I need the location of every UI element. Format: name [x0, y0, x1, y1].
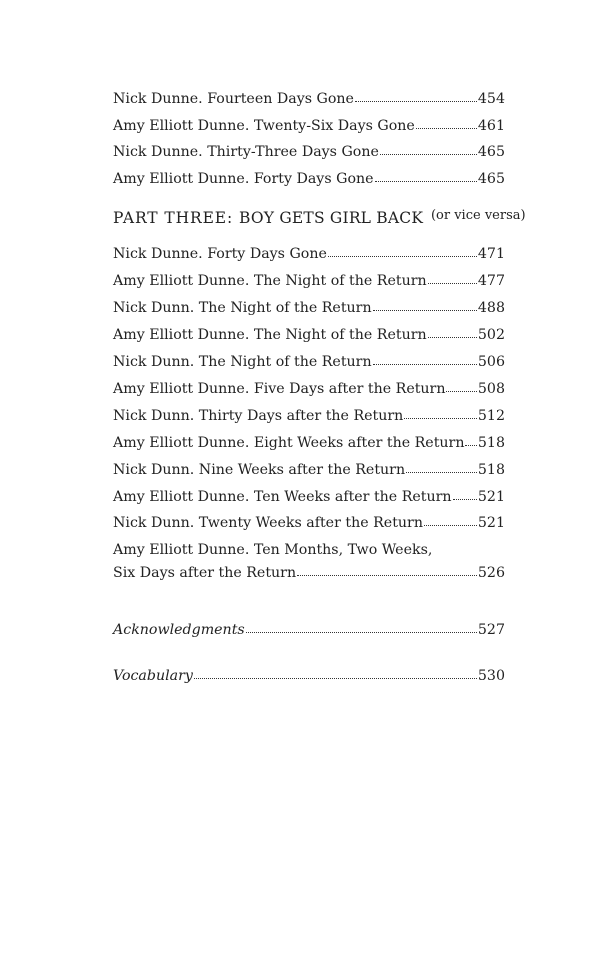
entry-title: Nick Dunne. Forty Days Gone [113, 246, 327, 263]
dot-leader [406, 462, 477, 474]
entry-page-number: 502 [477, 327, 505, 344]
entry-page-number: 508 [477, 380, 505, 397]
entry-title: Nick Dunn. The Night of the Return [113, 300, 372, 317]
toc-entry[interactable] [113, 268, 505, 295]
dot-leader [328, 246, 477, 258]
entry-title: Nick Dunne. Fourteen Days Gone [113, 91, 354, 107]
entry-title-line-2: Six Days after the Return [113, 565, 297, 582]
part-two-entries [113, 86, 505, 192]
toc-entry[interactable] [113, 510, 505, 537]
dot-leader [355, 91, 477, 103]
dot-leader [465, 435, 476, 447]
entry-page-number: 471 [477, 246, 505, 263]
entry-page-number: 465 [477, 144, 505, 161]
back-matter-entries [113, 607, 505, 699]
toc-entry[interactable] [113, 166, 505, 193]
dot-leader [453, 489, 477, 501]
part-three-entries [113, 241, 505, 587]
entry-title: Acknowledgments [113, 622, 245, 639]
dot-leader [373, 354, 477, 366]
entry-title: Vocabulary [113, 668, 193, 685]
part-three-heading [113, 208, 526, 228]
entry-page-number: 521 [477, 488, 505, 505]
dot-leader [404, 408, 477, 420]
entry-title: Nick Dunn. Twenty Weeks after the Return [113, 515, 423, 532]
dot-leader [380, 144, 477, 156]
entry-title: Amy Elliott Dunne. Ten Weeks after the Return [113, 488, 452, 505]
entry-title: Nick Dunn. Thirty Days after the Return [113, 407, 404, 424]
entry-page-number: 530 [477, 668, 505, 685]
toc-entry[interactable] [113, 484, 505, 511]
dot-leader [428, 327, 477, 339]
toc-entry-multiline[interactable] [113, 537, 505, 587]
entry-title: Nick Dunn. Nine Weeks after the Return [113, 461, 406, 478]
entry-page-number: 465 [477, 170, 505, 187]
entry-title: Amy Elliott Dunne. The Night of the Return [113, 327, 427, 344]
toc-entry[interactable] [113, 139, 505, 166]
dot-leader [446, 381, 476, 393]
entry-page-number: 527 [477, 622, 505, 639]
entry-page-number: 454 [477, 91, 505, 107]
entry-title: Nick Dunn. The Night of the Return [113, 354, 372, 370]
dot-leader [194, 668, 477, 680]
entry-page-number: 512 [477, 407, 505, 424]
entry-page-number: 461 [477, 117, 505, 134]
entry-page-number: 518 [477, 461, 505, 478]
entry-page-number: 518 [477, 434, 505, 451]
entry-title-line-1: Amy Elliott Dunne. Ten Months, Two Weeks, [113, 542, 433, 559]
entry-title: Nick Dunne. Thirty-Three Days Gone [113, 144, 379, 161]
toc-entry[interactable] [113, 113, 505, 140]
toc-entry-acknowledgments[interactable] [113, 607, 505, 653]
dot-leader [297, 565, 477, 577]
entry-title: Amy Elliott Dunne. Forty Days Gone [113, 170, 374, 187]
toc-entry[interactable] [113, 430, 505, 457]
dot-leader [424, 515, 477, 527]
dot-leader [373, 300, 477, 312]
entry-title: Amy Elliott Dunne. Five Days after the Return [113, 380, 446, 397]
part-title: BOY GETS GIRL BACK [238, 209, 424, 228]
entry-page-number: 477 [477, 273, 505, 290]
entry-page-number: 521 [477, 515, 505, 532]
toc-entry-vocabulary[interactable] [113, 653, 505, 699]
toc-entry-line-2 [113, 560, 505, 587]
entry-title: Amy Elliott Dunne. The Night of the Return [113, 273, 427, 290]
part-subtitle: (or vice versa) [430, 208, 526, 224]
dot-leader [375, 171, 477, 183]
entry-page-number: 506 [477, 354, 505, 370]
toc-entry[interactable] [113, 457, 505, 484]
entry-title: Amy Elliott Dunne. Eight Weeks after the Return [113, 434, 465, 451]
dot-leader [428, 273, 477, 285]
toc-entry[interactable] [113, 376, 505, 403]
toc-entry[interactable] [113, 322, 505, 349]
dot-leader [416, 118, 477, 130]
entry-page-number: 526 [477, 565, 505, 582]
toc-entry[interactable] [113, 86, 505, 113]
entry-title: Amy Elliott Dunne. Twenty-Six Days Gone [113, 117, 415, 134]
dot-leader [246, 622, 477, 634]
entry-page-number: 488 [477, 300, 505, 317]
part-label: PART THREE: [113, 209, 234, 228]
toc-entry[interactable] [113, 349, 505, 376]
toc-entry[interactable] [113, 241, 505, 268]
table-of-contents [113, 86, 526, 699]
toc-entry[interactable] [113, 403, 505, 430]
toc-entry[interactable] [113, 295, 505, 322]
